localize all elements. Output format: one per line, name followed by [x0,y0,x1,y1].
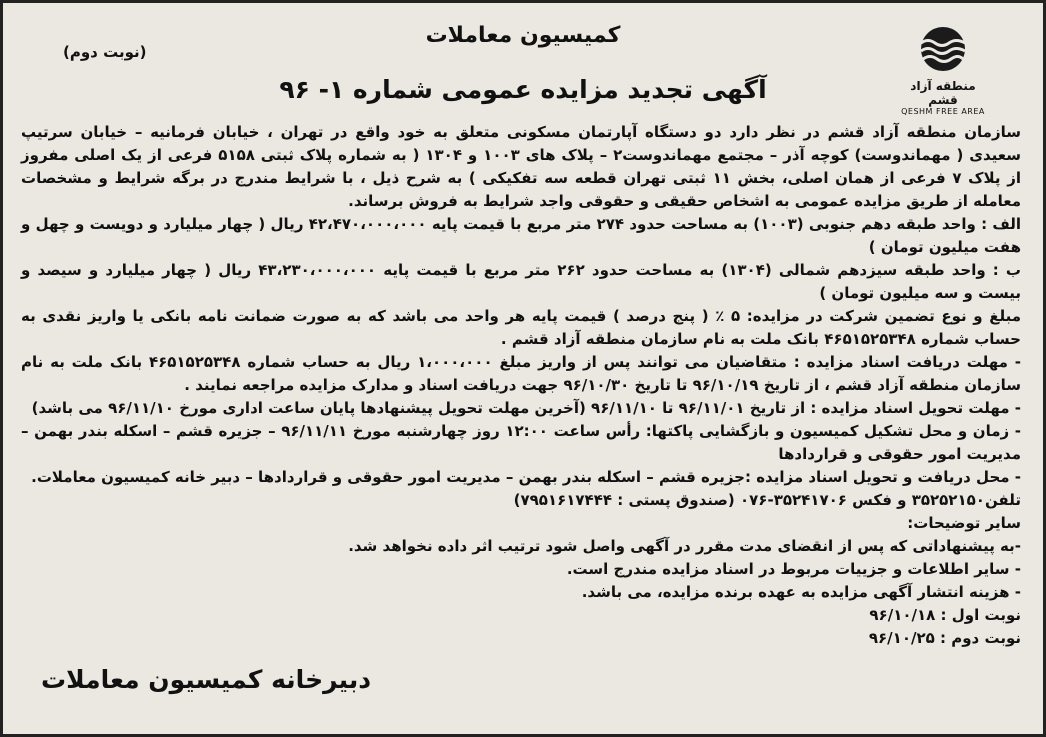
notice-round-label: (نوبت دوم) [63,43,147,61]
waves-logo-icon [913,25,973,73]
notice-body [21,121,1021,650]
second-publication-date: نوبت دوم : ۹۶/۱۰/۲۵ [868,629,1021,647]
secretariat-signature: دبیرخانه کمیسیون معاملات [41,665,372,694]
unit-b-paragraph: ب : واحد طبقه سیزدهم شمالی (۱۳۰۴) به مساحت حدود ۲۶۲ متر مربع با قیمت پایه ۴۳،۲۳۰،۰۰۰،۰۰۰ ریال ( چهار میلیارد و سیصد و بیست و سه میلیون تومان ) [21,261,1021,302]
docs-deadline-paragraph: - مهلت دریافت اسناد مزایده : متقاضیان می توانند پس از واریز مبلغ ۱،۰۰۰،۰۰۰ ریال به حساب شماره ۴۶۵۱۵۲۵۳۴۸ بانک ملت به نام سازمان منطقه آزاد قشم ، از تاریخ ۹۶/۱۰/۱۹ تا تاریخ ۹۶/۱۰/۳۰ جهت دریافت اسناد و مدارک مزایده مراجعه نمایند . [21,353,1022,394]
unit-a-paragraph: الف : واحد طبقه دهم جنوبی (۱۰۰۳) به مساحت حدود ۲۷۴ متر مربع با قیمت پایه ۴۲،۴۷۰،۰۰۰،۰۰۰ ریال ( چهار میلیارد و دویست و چهل و هفت میلیون تومان ) [21,215,1021,256]
location-paragraph: - محل دریافت و تحویل اسناد مزایده :جزیره قشم – اسکله بندر بهمن – مدیریت امور حقوقی و قراردادها – دبیر خانه کمیسیون معاملات. [31,468,1021,486]
qeshm-free-area-logo [898,25,988,116]
note-line-1: -به پیشنهاداتی که پس از انقضای مدت مقرر در آگهی واصل شود ترتیب اثر داده نخواهد شد. [348,537,1021,555]
contact-line: تلفن۳۵۲۵۲۱۵۰ و فکس ۳۵۲۴۱۷۰۶-۰۷۶ (صندوق پستی : ۷۹۵۱۶۱۷۴۴۴) [513,491,1021,509]
tender-subtitle: آگهی تجدید مزایده عمومی شماره ۱- ۹۶ [279,75,767,104]
delivery-deadline-paragraph: - مهلت تحویل اسناد مزایده : از تاریخ ۹۶/۱۱/۰۱ تا ۹۶/۱۱/۱۰ (آخرین مهلت تحویل پیشنهادها پایان ساعت اداری مورخ ۹۶/۱۱/۱۰ می باشد) [31,399,1021,417]
note-line-2: - سایر اطلاعات و جزییات مربوط در اسناد مزایده مندرج است. [566,560,1021,578]
first-publication-date: نوبت اول : ۹۶/۱۰/۱۸ [869,606,1021,624]
logo-english-text: QESHM FREE AREA [901,107,985,116]
note-line-3: - هزینه انتشار آگهی مزایده به عهده برنده مزایده، می باشد. [581,583,1021,601]
commission-title: کمیسیون معاملات [425,23,621,48]
intro-paragraph: سازمان منطقه آزاد قشم در نظر دارد دو دستگاه آپارتمان مسکونی متعلق به خود واقع در تهران ، خیابان فرمانیه – خیابان سرتیپ سعیدی ( مهماندوست) کوچه آذر – مجتمع مهماندوست۲ – پلاک های ۱۰۰۳ و ۱۳۰۴ ( به شماره پلاک ثبتی ۵۱۵۸ فرعی از یک اصلی مفروز از پلاک ۷ فرعی از همان اصلی، بخش ۱۱ ثبتی تهران قطعه سه تفکیکی ) به شرح ذیل ، با شرایط مندرج در برگه شرایط و مشخصات معامله از طریق مزایده عمومی به اشخاص حقیقی و حقوقی واجد شرایط به فروش برساند. [21,123,1021,210]
other-notes-heading: سایر توضیحات: [907,514,1021,532]
logo-persian-text: منطقه آزاد قشم [910,79,976,107]
deposit-paragraph: مبلغ و نوع تضمین شرکت در مزایده: ۵ ٪ ( پنج درصد ) قیمت پایه هر واحد می باشد که به صورت ضمانت نامه بانکی یا واریز نقدی به حساب شماره ۴۶۵۱۵۲۵۳۴۸ بانک ملت به نام سازمان منطقه آزاد قشم . [21,307,1021,348]
opening-paragraph: - زمان و محل تشکیل کمیسیون و بازگشایی پاکتها: رأس ساعت ۱۲:۰۰ روز چهارشنبه مورخ ۹۶/۱۱/۱۱ – جزیره قشم – اسکله بندر بهمن – مدیریت امور حقوقی و قراردادها [21,422,1021,463]
